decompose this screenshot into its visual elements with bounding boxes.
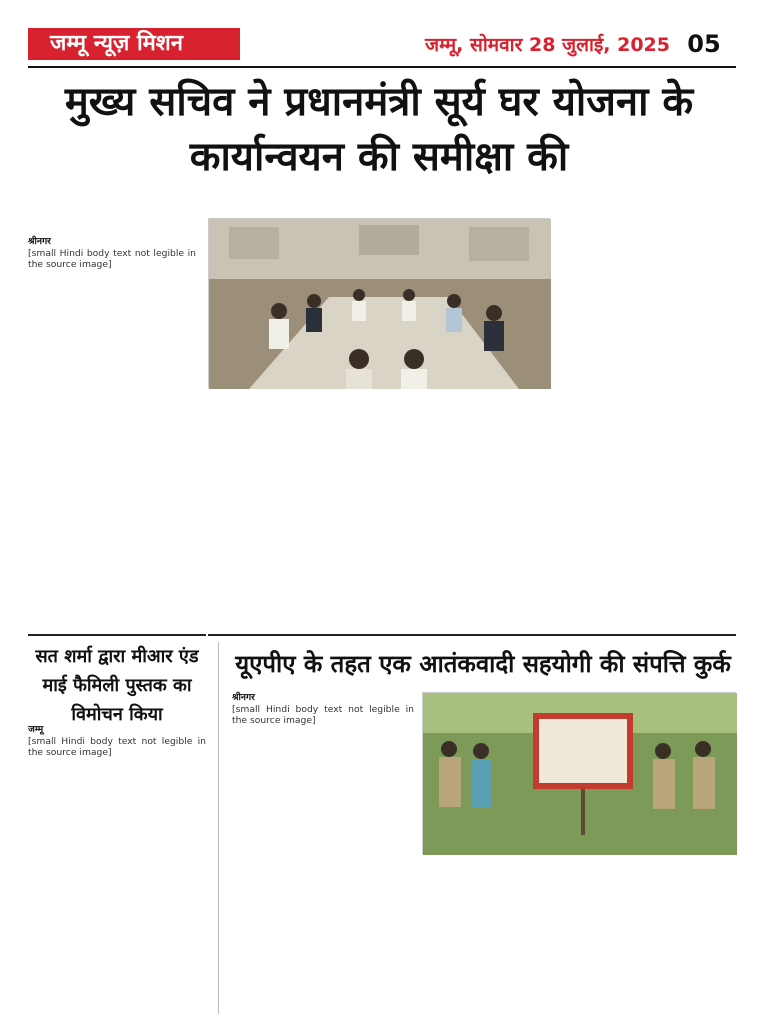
page-number: 05 — [687, 30, 721, 58]
story-3-body-column-2 — [422, 864, 574, 1014]
lead-dateline: श्रीनगर — [28, 236, 51, 247]
section-divider — [28, 634, 206, 636]
masthead-rule — [28, 66, 736, 68]
story-3-headline: यूएपीए के तहत एक आतंकवादी सहयोगी की संपत्ति कुर्क — [235, 650, 731, 678]
column-rule — [218, 642, 219, 1014]
story-3-dateline: श्रीनगर — [232, 692, 255, 703]
section-divider — [208, 634, 736, 636]
lead-paragraph: [small Hindi body text not legible in the source image] — [28, 247, 196, 271]
story-3-body-column-3 — [584, 864, 736, 1014]
story-2-dateline: जम्मू — [28, 724, 44, 735]
story-3-paragraph: [small Hindi body text not legible in the source image] — [232, 703, 414, 727]
story-3-body-column-1 — [232, 692, 414, 1014]
lead-body-column-2 — [208, 398, 374, 630]
story-3-photo — [422, 692, 736, 854]
lead-body-column-3 — [384, 398, 550, 630]
lead-body-column-1 — [28, 236, 196, 630]
issue-dateline: जम्मू, सोमवार 28 जुलाई, 2025 — [425, 34, 670, 56]
newspaper-brand: जम्मू न्यूज़ मिशन — [28, 28, 240, 60]
lead-photo-meeting — [208, 218, 550, 388]
lead-body-column-4 — [560, 218, 736, 630]
story-2-headline: सत शर्मा द्वारा मीआर एंड माई फैमिली पुस्तक का विमोचन किया — [35, 646, 199, 725]
story-2-paragraph: [small Hindi body text not legible in the source image] — [28, 735, 206, 759]
story-2-body — [28, 724, 206, 1004]
lead-headline: मुख्य सचिव ने प्रधानमंत्री सूर्य घर योजना के कार्यान्वयन की समीक्षा की — [64, 79, 694, 180]
